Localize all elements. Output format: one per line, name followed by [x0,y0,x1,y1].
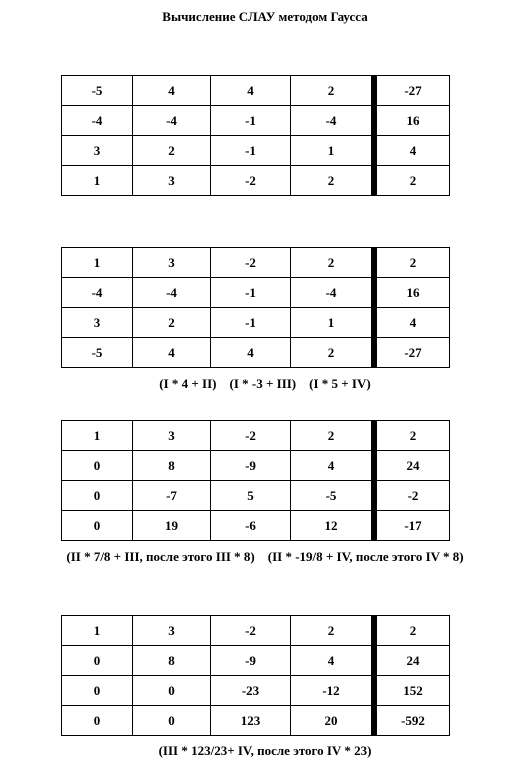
table-row [62,511,450,541]
matrix-cell: 3 [133,166,211,196]
rhs-cell: 16 [374,278,450,308]
matrix-cell: 1 [62,248,133,278]
operation-note-step-3: (II * 7/8 + III, после этого III * 8) (II * -19/8 + IV, после этого IV * 8) [66,549,464,564]
table-row [62,76,450,106]
matrix-step-4 [61,615,450,736]
table-row [62,308,450,338]
table-row [62,166,450,196]
operation-note-step-4: (III * 123/23+ IV, после этого IV * 23) [158,743,372,758]
matrix-cell: 2 [291,338,375,368]
rhs-cell: 24 [374,646,450,676]
matrix-cell: -5 [291,481,375,511]
matrix-cell: 2 [133,308,211,338]
matrix-cell: 0 [62,676,133,706]
matrix-cell: -9 [211,646,291,676]
matrix-cell: -4 [133,106,211,136]
matrix-cell: 4 [133,76,211,106]
rhs-cell: -27 [374,76,450,106]
operation-note-step-2: (I * 4 + II) (I * -3 + III) (I * 5 + IV) [159,376,371,391]
matrix-cell: 2 [291,421,375,451]
matrix-step-1 [61,75,450,196]
matrix-cell: 8 [133,646,211,676]
matrix-cell: 2 [291,76,375,106]
matrix-cell: -7 [133,481,211,511]
matrix-cell: 4 [211,338,291,368]
matrix-cell: -1 [211,278,291,308]
matrix-cell: 12 [291,511,375,541]
rhs-cell: 2 [374,421,450,451]
rhs-cell: 4 [374,308,450,338]
table-row [62,248,450,278]
rhs-cell: 2 [374,616,450,646]
matrix-cell: 5 [211,481,291,511]
matrix-cell: 0 [62,451,133,481]
matrix-cell: 8 [133,451,211,481]
rhs-cell: 4 [374,136,450,166]
matrix-cell: 1 [291,136,375,166]
matrix-cell: 4 [133,338,211,368]
matrix-cell: 3 [133,421,211,451]
matrix-cell: 3 [133,616,211,646]
matrix-cell: -5 [62,338,133,368]
matrix-cell: -12 [291,676,375,706]
table-row [62,481,450,511]
matrix-cell: -4 [291,278,375,308]
rhs-cell: -592 [374,706,450,736]
matrix-cell: -6 [211,511,291,541]
rhs-cell: -2 [374,481,450,511]
matrix-step-2 [61,247,450,368]
table-row [62,706,450,736]
table-row [62,616,450,646]
matrix-cell: 2 [291,166,375,196]
matrix-cell: -2 [211,166,291,196]
matrix-cell: 1 [62,166,133,196]
matrix-cell: -9 [211,451,291,481]
matrix-cell: -5 [62,76,133,106]
matrix-cell: 4 [291,646,375,676]
matrix-cell: -2 [211,248,291,278]
matrix-cell: 2 [291,248,375,278]
matrix-cell: -4 [62,278,133,308]
matrix-cell: 3 [133,248,211,278]
matrix-cell: 3 [62,136,133,166]
table-row [62,338,450,368]
table-row [62,278,450,308]
matrix-cell: 3 [62,308,133,338]
matrix-cell: 0 [62,706,133,736]
matrix-cell: 123 [211,706,291,736]
table-row [62,646,450,676]
matrix-cell: -2 [211,616,291,646]
matrix-cell: -4 [62,106,133,136]
rhs-cell: 2 [374,248,450,278]
matrix-cell: 1 [291,308,375,338]
table-row [62,421,450,451]
matrix-cell: 20 [291,706,375,736]
matrix-cell: 4 [211,76,291,106]
rhs-cell: -27 [374,338,450,368]
matrix-cell: 19 [133,511,211,541]
rhs-cell: 2 [374,166,450,196]
rhs-cell: 152 [374,676,450,706]
matrix-cell: -1 [211,308,291,338]
rhs-cell: 16 [374,106,450,136]
table-row [62,451,450,481]
table-row [62,136,450,166]
rhs-cell: 24 [374,451,450,481]
matrix-cell: 1 [62,421,133,451]
matrix-cell: 2 [291,616,375,646]
matrix-cell: -4 [133,278,211,308]
matrix-cell: -1 [211,106,291,136]
matrix-cell: 0 [133,676,211,706]
table-row [62,106,450,136]
matrix-cell: 2 [133,136,211,166]
table-row [62,676,450,706]
page-title: Вычисление СЛАУ методом Гаусса [162,9,368,24]
matrix-cell: 1 [62,616,133,646]
matrix-cell: -2 [211,421,291,451]
matrix-cell: 0 [62,481,133,511]
matrix-cell: -4 [291,106,375,136]
matrix-cell: 0 [62,511,133,541]
matrix-step-3 [61,420,450,541]
rhs-cell: -17 [374,511,450,541]
matrix-cell: 0 [62,646,133,676]
matrix-cell: -23 [211,676,291,706]
matrix-cell: 0 [133,706,211,736]
matrix-cell: -1 [211,136,291,166]
matrix-cell: 4 [291,451,375,481]
